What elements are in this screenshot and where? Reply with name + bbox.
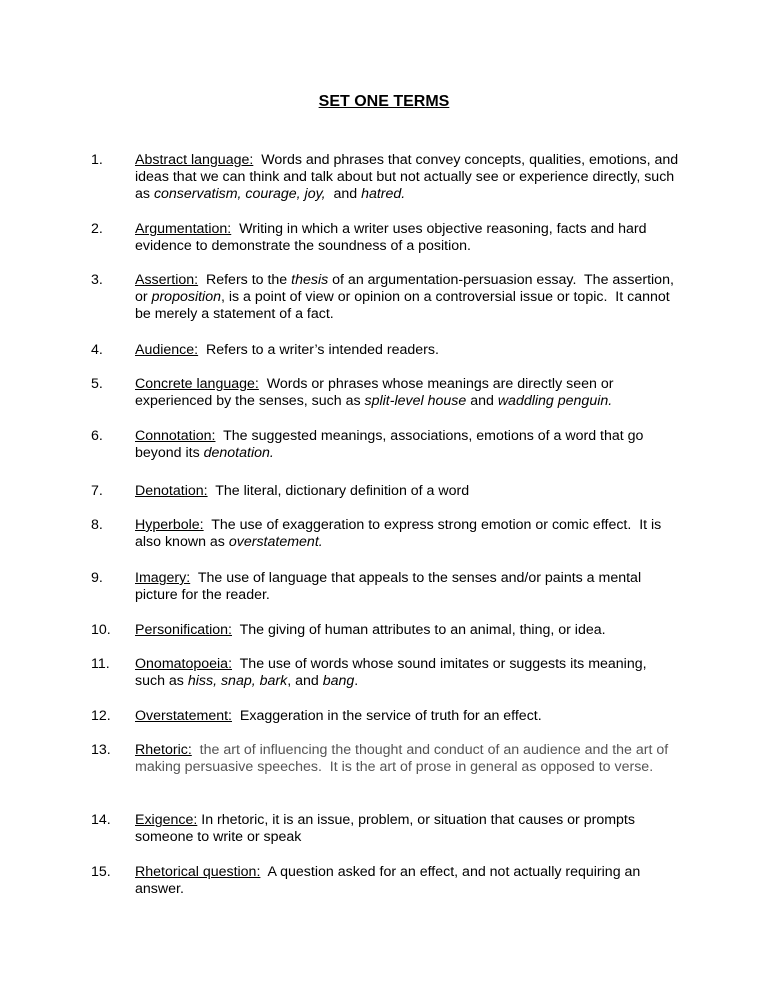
definition-text: Exaggeration in the service of truth for an effect. [232,708,542,724]
term-number: 6. [91,428,103,444]
term-number: 14. [91,812,111,828]
definition-text: The giving of human attributes to an animal, thing, or idea. [232,622,606,638]
definition-text: and [325,186,362,202]
term-definition [135,517,680,551]
term-label: Onomatopoeia: [135,656,233,672]
definition-italic-text: thesis [291,272,329,288]
term-number: 4. [91,342,103,358]
definition-italic-text: conservatism, courage, joy, [153,186,326,202]
term-number: 8. [91,517,103,533]
term-definition [135,221,680,255]
term-definition [135,376,680,410]
term-label: Hyperbole: [135,517,204,533]
term-label: Imagery: [135,570,191,586]
term-number: 15. [91,864,111,880]
term-number: 3. [91,272,103,288]
definition-italic-text: split-level house [364,393,467,409]
term-label: Exigence: [135,812,198,828]
term-definition [135,342,680,359]
term-definition [135,812,680,846]
term-label: Connotation: [135,428,216,444]
term-label: Rhetorical question: [135,864,261,880]
term-number: 11. [91,656,110,672]
term-number: 7. [91,483,103,499]
term-number: 2. [91,221,103,237]
term-number: 13. [91,742,111,758]
term-label: Personification: [135,622,232,638]
definition-italic-text: hiss, snap, bark [187,673,288,689]
term-number: 10. [91,622,111,638]
definition-text: Writing in which a writer uses objective reasoning, facts and hard evidence to demonstrate the soundness of a position. [135,221,651,254]
definition-italic-text: overstatement. [228,534,323,550]
definition-text: The use of exaggeration to express strong emotion or comic effect. It is also known as [135,517,666,550]
definition-text: , and [287,673,323,689]
definition-italic-text: denotation. [203,445,274,461]
term-label: Overstatement: [135,708,232,724]
definition-text: the art of influencing the thought and conduct of an audience and the art of making persuasive speeches. It is the art of prose in general as opposed to verse. [135,742,673,775]
term-definition [135,622,680,639]
definition-italic-text: waddling penguin. [497,393,613,409]
definition-text: In rhetoric, it is an issue, problem, or situation that causes or prompts someone to write or speak [135,812,639,845]
definition-text: of an argumentation-persuasion essay. The assertion, or [135,272,678,305]
term-definition [135,656,680,690]
term-definition [135,742,680,776]
term-label: Rhetoric: [135,742,192,758]
term-definition [135,864,680,898]
term-number: 1. [91,152,103,168]
term-definition [135,708,680,725]
term-definition [135,272,680,323]
term-number: 5. [91,376,103,392]
definition-italic-text: proposition [151,289,221,305]
definition-italic-text: hatred. [361,186,406,202]
term-number: 9. [91,570,103,586]
term-label: Assertion: [135,272,199,288]
definition-text: Words or phrases whose meanings are directly seen or experienced by the senses, such as [135,376,618,409]
definition-text: Words and phrases that convey concepts, qualities, emotions, and ideas that we can think and talk about but not actually see or experience directly, such as [135,152,683,202]
definition-italic-text: bang [322,673,355,689]
definition-text: The literal, dictionary definition of a word [207,483,470,499]
definition-text: Refers to the [198,272,292,288]
term-label: Argumentation: [135,221,232,237]
definition-text: , is a point of view or opinion on a controversial issue or topic. It cannot be merely a statement of a fact. [135,289,674,322]
term-definition [135,570,680,604]
term-label: Audience: [135,342,199,358]
definition-text: Refers to a writer’s intended readers. [198,342,439,358]
definition-text: The suggested meanings, associations, emotions of a word that go beyond its [135,428,648,461]
term-definition [135,483,680,500]
definition-text: The use of words whose sound imitates or suggests its meaning, such as [135,656,651,689]
definition-text: The use of language that appeals to the senses and/or paints a mental picture for the reader. [135,570,646,603]
term-definition [135,428,680,462]
definition-text: . [354,673,359,689]
term-label: Concrete language: [135,376,259,392]
term-label: Denotation: [135,483,208,499]
page-title: SET ONE TERMS [318,93,450,110]
term-number: 12. [91,708,111,724]
term-definition [135,152,683,203]
term-label: Abstract language: [135,152,254,168]
definition-text: and [466,393,498,409]
definition-text: A question asked for an effect, and not actually requiring an answer. [135,864,645,897]
